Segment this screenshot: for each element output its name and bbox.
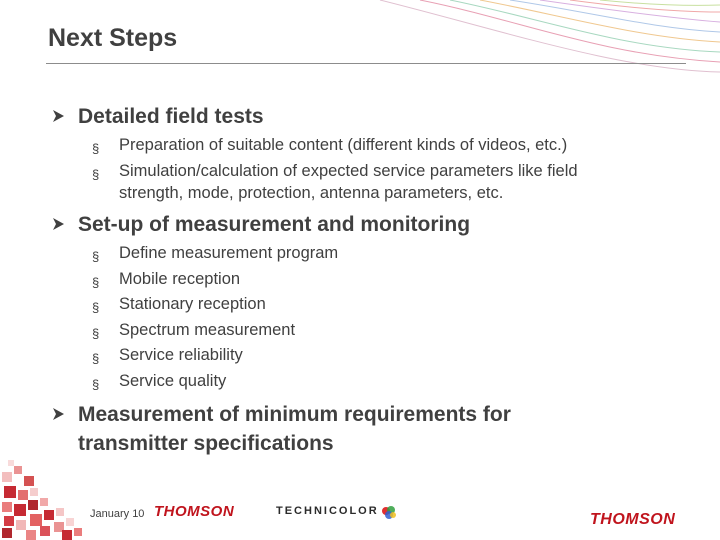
section-minimum-requirements: [50, 400, 511, 458]
section-detailed-field-tests: [50, 102, 578, 207]
bullet-icon: §: [92, 325, 100, 341]
list-item: § Simulation/calculation of expected service parameters like field: [50, 159, 578, 185]
section-measurement-setup: [50, 210, 470, 394]
mosaic-decoration: [0, 458, 84, 540]
technicolor-swirl-icon: [380, 504, 398, 522]
section-heading: Detailed field tests: [50, 102, 578, 131]
bullet-list: [50, 241, 470, 394]
bullet-icon: §: [92, 376, 100, 392]
page-title: Next Steps: [48, 24, 178, 52]
section-heading: Measurement of minimum requirements for transmitter specifications: [50, 400, 511, 458]
list-item: § Preparation of suitable content (different kinds of videos, etc.): [50, 133, 578, 159]
bullet-list: [50, 133, 578, 207]
section-heading: Set-up of measurement and monitoring: [50, 210, 470, 239]
bullet-icon: §: [92, 274, 100, 290]
thomson-logo-right: THOMSON: [590, 511, 676, 528]
bullet-icon: §: [92, 249, 100, 264]
list-item: § Service reliability: [50, 343, 470, 369]
bullet-icon: §: [92, 141, 100, 156]
list-item: § Stationary reception: [50, 292, 470, 318]
arrowhead-bullet-icon: [50, 401, 68, 427]
technicolor-logo: TECHNICOLOR: [276, 505, 379, 517]
list-item: § Define measurement program: [50, 241, 470, 267]
thomson-logo: THOMSON: [154, 503, 235, 520]
title-divider: [46, 63, 686, 64]
footer-date: January 10: [90, 508, 145, 520]
list-item: § Spectrum measurement: [50, 318, 470, 344]
bullet-icon: §: [92, 300, 100, 315]
list-item: § Mobile reception: [50, 267, 470, 293]
arrowhead-bullet-icon: [50, 211, 68, 237]
bullet-icon: §: [92, 351, 100, 366]
bullet-icon: §: [92, 166, 100, 182]
list-item-continuation: strength, mode, protection, antenna parameters, etc.: [119, 184, 504, 202]
list-item: § Service quality: [50, 369, 470, 395]
arrowhead-bullet-icon: [50, 103, 68, 129]
